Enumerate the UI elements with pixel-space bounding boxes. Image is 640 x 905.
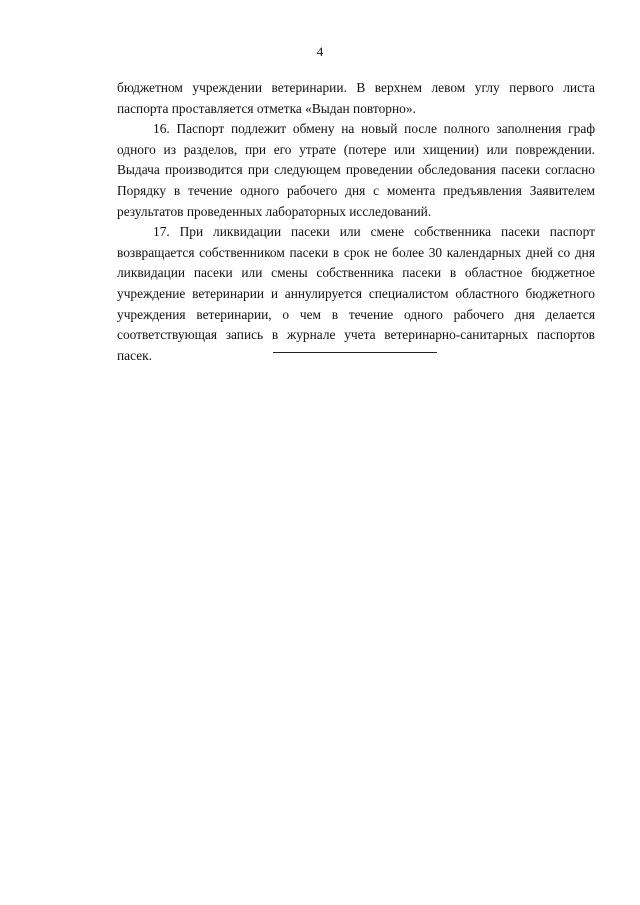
paragraph-17: 17. При ликвидации пасеки или смене собственника пасеки паспорт возвращается собственником пасеки в срок не более 30 календарных дней со дня ликвидации пасеки или смены собственника пасеки в областное бюджетное учреждение ветеринарии и аннулируется специалистом областного бюджетного учреждения ветеринарии, о чем в течение одного рабочего дня делается соответствующая запись в журнале учета ветеринарно-санитарных паспортов пасек. [117,224,595,363]
document-body [117,78,595,366]
page-number: 4 [316,44,324,59]
closing-divider [273,352,437,353]
paragraph-16: 16. Паспорт подлежит обмену на новый после полного заполнения граф одного из разделов, при его утрате (потере или хищении) или повреждении. Выдача производится при следующем проведении обследования пасеки согласно Порядку в течение одного рабочего дня с момента предъявления Заявителем результатов проведенных лабораторных исследований. [117,121,595,219]
paragraph-continuation: бюджетном учреждении ветеринарии. В верхнем левом углу первого листа паспорта проставляется отметка «Выдан повторно». [117,80,595,116]
